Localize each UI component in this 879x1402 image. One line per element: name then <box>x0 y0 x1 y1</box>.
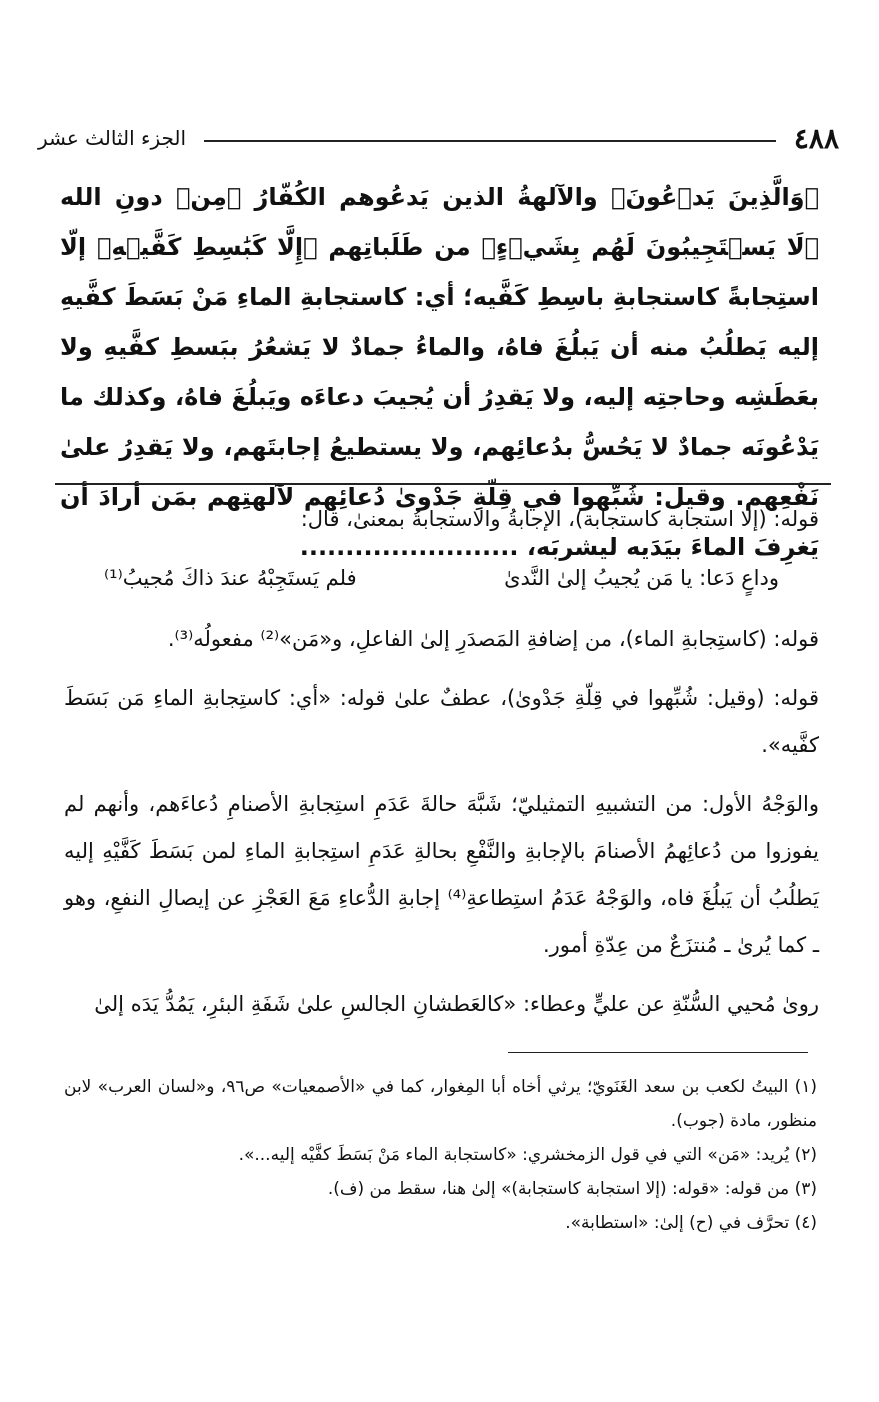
commentary-paragraph-2: قوله: (كاستِجابةِ الماء)، من إضافةِ المَصدَرِ إلىٰ الفاعلِ، و«مَن»⁽²⁾ مفعولُه⁽³⁾. <box>167 627 819 651</box>
commentary-paragraph-1: قوله: (إلا استجابة كاستجابة)، الإجابةُ والاستجابةُ بمعنىٰ، قال: <box>300 507 819 531</box>
commentary-paragraph-4: والوَجْهُ الأول: من التشبيهِ التمثيليّ؛ شَبَّهَ حالةَ عَدَمِ استِجابةِ الأصنامِ دُعاءَهم، وأنهم لم يفوزوا من دُعائِهمُ الأصنامَ بالإجابةِ والنَّفْعِ بحالةِ عَدَمِ استِجابةِ الماءِ لمن بَسَطَ كَفَّيْهِ إليه يَطلُبُ أن يَبلُغَ فاه، والوَجْهُ عَدَمُ استِطاعةِ⁽⁴⁾ إجابةِ الدُّعاءِ مَعَ العَجْزِ عن إيصالِ النفعِ، وهو ـ كما يُرىٰ ـ مُنتزَعٌ من عِدّةِ أمور. <box>64 792 819 957</box>
commentary-block <box>64 496 819 1040</box>
poetry-verse <box>104 555 779 602</box>
footnotes-block <box>64 1070 817 1240</box>
verse-first-hemistich: وداعٍ دَعا: يا مَن يُجيبُ إلىٰ النَّدىٰ <box>504 566 779 590</box>
footnote-4: (٤) تحرَّف في (ح) إلىٰ: «استطابة». <box>565 1213 817 1233</box>
footnote-divider <box>508 1052 808 1053</box>
page-number: ٤٨٨ <box>793 121 839 155</box>
section-divider <box>55 483 831 485</box>
verse-second-hemistich: فلم يَستَجِبْهُ عندَ ذاكَ مُجيبُ⁽¹⁾ <box>104 566 357 590</box>
footnote-3: (٣) من قوله: «قوله: (إلا استجابة كاستجابة)» إلىٰ هنا، سقط من (ف). <box>327 1179 817 1199</box>
page-header <box>38 118 839 158</box>
footnote-2: (٢) يُريد: «مَن» التي في قول الزمخشري: «كاستجابة الماء مَنْ بَسَطَ كفَّيْه إليه...». <box>238 1145 817 1165</box>
main-text: ﴿وَالَّذِينَ يَدۡعُونَ﴾ والآلهةُ الذين يَدعُوهم الكُفّارُ ﴿مِن﴾ دونِ الله ﴿لَا يَسۡتَجِيبُونَ لَهُم بِشَيۡءٍ﴾ من طَلَباتِهم ﴿إِلَّا كَبَٰسِطِ كَفَّيۡهِ﴾ إلّا استِجابةً كاستجابةِ باسِطِ كَفَّيه؛ أي: كاستجابةِ الماءِ مَنْ بَسَطَ كفَّيهِ إليه يَطلُبُ منه أن يَبلُغَ فاهُ، والماءُ جمادٌ لا يَشعُرُ ببَسطِ كفَّيهِ ولا بعَطَشِه وحاجتِه إليه، ولا يَقدِرُ أن يُجيبَ دعاءَه ويَبلُغَ فاهُ، وكذلك ما يَدْعُونَه جمادٌ لا يَحُسُّ بدُعائِهم، ولا يستطيعُ إجابتَهم، ولا يَقدِرُ علىٰ نَفْعِهم. وقيل: شُبِّهوا في قِلّةِ جَدْوىٰ دُعائِهم لآلهتِهم بمَن أرادَ أن يَغرِفَ الماءَ بيَدَيه ليشربَه، ........................ <box>60 183 819 561</box>
footnote-1: (١) البيتُ لكعب بن سعد الغَنَويّ؛ يرثي أخاه أبا المِغوار، كما في «الأصمعيات» ص٩٦، و«لسان العرب» لابن منظور، مادة (جوب). <box>64 1077 818 1131</box>
running-title: الجزء الثالث عشر <box>38 126 187 150</box>
commentary-paragraph-3: قوله: (وقيل: شُبِّهوا في قِلّةِ جَدْوىٰ)، عطفٌ علىٰ قوله: «أي: كاستِجابةِ الماءِ مَن بَسَطَ كفَّيه». <box>64 686 819 757</box>
header-rule <box>204 140 776 142</box>
commentary-paragraph-5: روىٰ مُحيي السُّنّةِ عن عليٍّ وعطاء: «كالعَطشانِ الجالسِ علىٰ شَفَةِ البئرِ، يَمُدُّ يَدَه إلىٰ <box>94 992 819 1016</box>
